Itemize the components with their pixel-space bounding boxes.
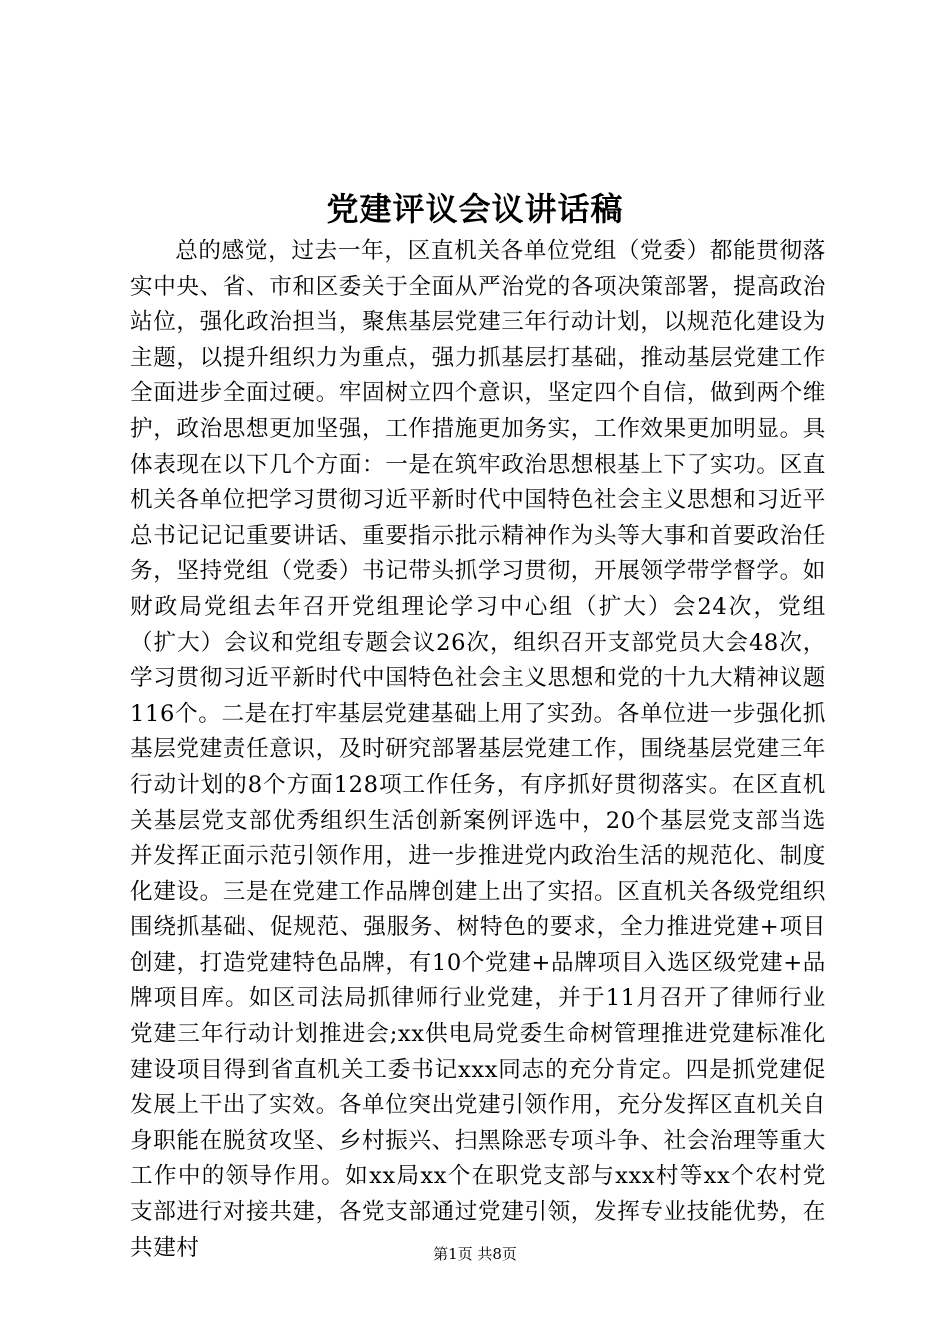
page-number-footer: 第1页 共8页 xyxy=(433,1245,517,1263)
document-title: 党建评议会议讲话稿 xyxy=(326,190,624,228)
document-body-paragraph: 总的感觉，过去一年，区直机关各单位党组（党委）都能贯彻落实中央、省、市和区委关于全面从严治党的各项决策部署，提高政治站位，强化政治担当，聚焦基层党建三年行动计划，以规范化建设为主题，以提升组织力为重点，强力抓基层打基础，推动基层党建工作全面进步全面过硬。牢固树立四个意识，坚定四个自信，做到两个维护，政治思想更加坚强，工作措施更加务实，工作效果更加明显。具体表现在以下几个方面：一是在筑牢政治思想根基上下了实功。区直机关各单位把学习贯彻习近平新时代中国特色社会主义思想和习近平总书记记记重要讲话、重要指示批示精神作为头等大事和首要政治任务，坚持党组（党委）书记带头抓学习贯彻，开展领学带学督学。如财政局党组去年召开党组理论学习中心组（扩大）会24次，党组（扩大）会议和党组专题会议26次，组织召开支部党员大会48次，学习贯彻习近平新时代中国特色社会主义思想和党的十九大精神议题116个。二是在打牢基层党建基础上用了实劲。各单位进一步强化抓基层党建责任意识，及时研究部署基层党建工作，围绕基层党建三年行动计划的8个方面128项工作任务，有序抓好贯彻落实。在区直机关基层党支部优秀组织生活创新案例评选中，20个基层党支部当选并发挥正面示范引领作用，进一步推进党内政治生活的规范化、制度化建设。三是在党建工作品牌创建上出了实招。区直机关各级党组织围绕抓基础、促规范、强服务、树特色的要求，全力推进党建+项目创建，打造党建特色品牌，有10个党建+品牌项目入选区级党建+品牌项目库。如区司法局抓律师行业党建，并于11月召开了律师行业党建三年行动计划推进会;xx供电局党委生命树管理推进党建标准化建设项目得到省直机关工委书记xxx同志的充分肯定。四是抓党建促发展上干出了实效。各单位突出党建引领作用，充分发挥区直机关自身职能在脱贫攻坚、乡村振兴、扫黑除恶专项斗争、社会治理等重大工作中的领导作用。如xx局xx个在职党支部与xxx村等xx个农村党支部进行对接共建，各党支部通过党建引领，发挥专业技能优势，在共建村 xyxy=(130,238,826,1261)
